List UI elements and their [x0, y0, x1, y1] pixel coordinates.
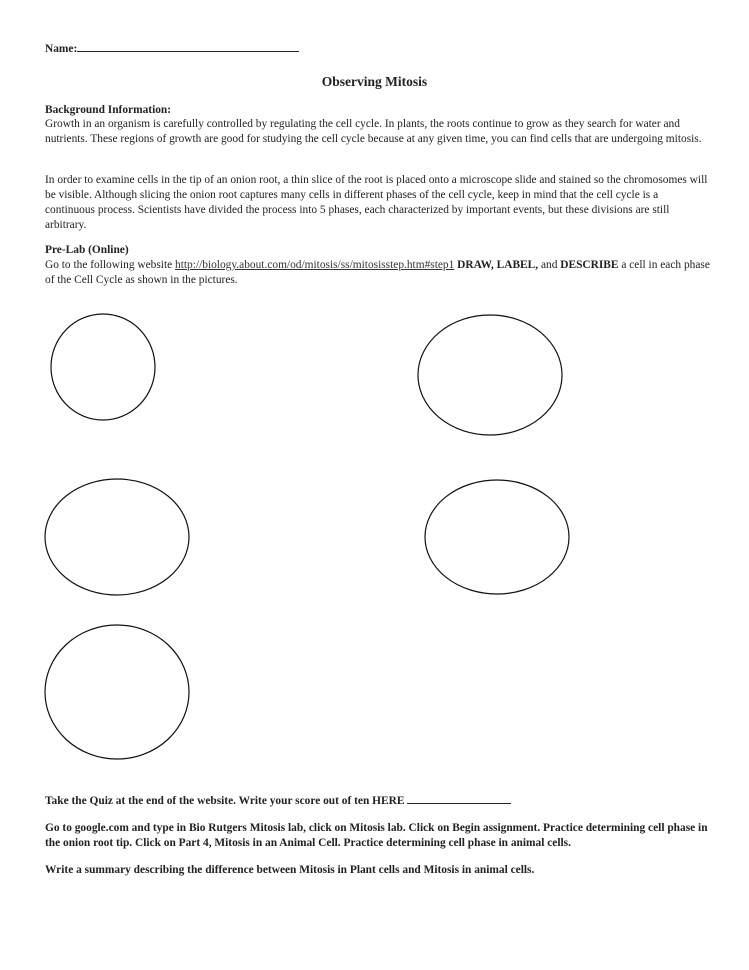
- drawing-circle-5[interactable]: [45, 625, 189, 759]
- rutgers-instruction: Go to google.com and type in Bio Rutgers Mitosis lab, click on Mitosis lab. Click on Begin assignment. Practice determining cell phase in the onion root tip. Click on Part 4, Mitosis in an Animal Cell. Practice determining cell phase in animal cells.: [45, 822, 708, 849]
- drawing-circle-2[interactable]: [418, 315, 562, 435]
- background-paragraph-2: In order to examine cells in the tip of an onion root, a thin slice of the root is placed onto a microscope slide and stained so the chromosomes will be visible. Although slicing the onion root captures many cells in different phases of the cell cycle, keep in mind that the cell cycle is a continuous process. Scientists have divided the process into 5 phases, each characterized by important events, but these divisions are still arbitrary.: [45, 174, 708, 231]
- prelab-intro: Go to the following website: [45, 259, 176, 271]
- drawing-circle-1[interactable]: [51, 314, 155, 420]
- describe-text: DESCRIBE: [560, 259, 619, 271]
- drawing-circle-3[interactable]: [45, 479, 189, 595]
- website-link[interactable]: http://biology.about.com/od/mitosis/ss/mitosisstep.htm#step1: [175, 259, 455, 271]
- prelab-rest: a cell in each phase of the Cell Cycle as shown in the pictures.: [45, 259, 710, 286]
- quiz-instruction: [45, 793, 710, 809]
- background-paragraph-1: Growth in an organism is carefully controlled by regulating the cell cycle. In plants, the roots continue to grow as they search for water and nutrients. These regions of growth are good for studying the cell cycle because at any given time, you can find cells that are undergoing mitosis.: [45, 118, 702, 145]
- quiz-text: Take the Quiz at the end of the website. Write your score out of ten HERE: [45, 795, 408, 807]
- score-blank[interactable]: [407, 793, 511, 804]
- name-label: Name:: [45, 43, 78, 55]
- prelab-heading: Pre-Lab (Online): [45, 244, 129, 256]
- and-text: and: [538, 259, 561, 271]
- background-heading: Background Information:: [45, 104, 172, 116]
- page-title: Observing Mitosis: [321, 74, 428, 89]
- summary-instruction: Write a summary describing the difference between Mitosis in Plant cells and Mitosis in animal cells.: [45, 864, 535, 876]
- drawing-circle-4[interactable]: [425, 480, 569, 594]
- draw-label-text: DRAW, LABEL,: [454, 259, 539, 271]
